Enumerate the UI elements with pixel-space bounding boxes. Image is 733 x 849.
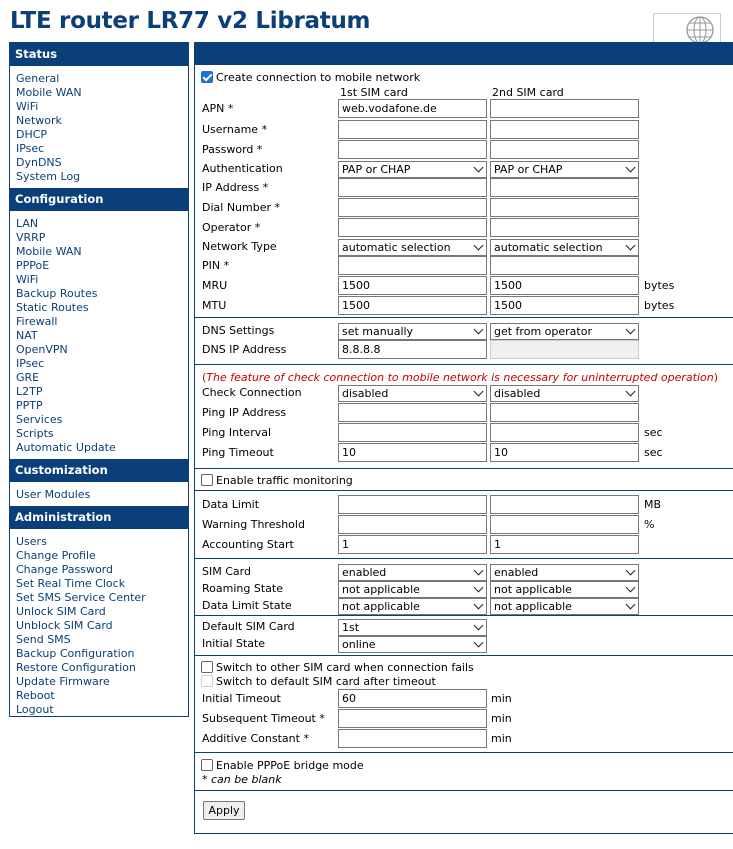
apn-input-sim1[interactable]: web.vodafone.de [338, 99, 487, 118]
mtu-label: MTU [202, 299, 227, 312]
chevron-down-icon [474, 638, 484, 648]
mru-input-sim2[interactable]: 1500 [490, 276, 639, 295]
username-input-sim2[interactable] [490, 120, 639, 139]
initial-timeout-label: Initial Timeout [202, 692, 281, 705]
row-additive-constant [195, 729, 733, 749]
sidebar-heading-status: Status [10, 43, 188, 66]
ping-ip-input-sim2[interactable] [490, 403, 639, 422]
chevron-down-icon [626, 387, 636, 397]
row-ping-interval [195, 423, 733, 443]
section-pppoe [195, 753, 733, 791]
row-network-type [195, 238, 733, 258]
warning-threshold-label: Warning Threshold [202, 518, 305, 531]
col-header-sim2: 2nd SIM card [492, 86, 564, 99]
sidebar-item-change-profile[interactable]: Change Profile [16, 549, 96, 562]
network-type-select-sim1[interactable]: automatic selection [338, 239, 487, 256]
sidebar-item-logout[interactable]: Logout [16, 703, 54, 716]
authentication-select-sim1[interactable]: PAP or CHAP [338, 161, 487, 178]
section-apply [195, 791, 733, 831]
section-dns [195, 318, 733, 365]
sidebar-item-backup-routes[interactable]: Backup Routes [16, 287, 98, 300]
section-connection [195, 65, 733, 318]
row-data-limit-state [195, 597, 733, 617]
row-initial-timeout [195, 689, 733, 709]
additive-constant-unit: min [491, 732, 512, 745]
pin-label: PIN * [202, 259, 230, 272]
dns-settings-select-sim2[interactable]: get from operator [490, 323, 639, 340]
row-operator [195, 218, 733, 238]
section-check-connection [195, 365, 733, 469]
mtu-unit: bytes [644, 299, 675, 312]
mru-label: MRU [202, 279, 228, 292]
sidebar-item-reboot[interactable]: Reboot [16, 689, 55, 702]
mtu-input-sim1[interactable]: 1500 [338, 296, 487, 315]
row-accounting-start [195, 535, 733, 555]
sidebar-item-set-real-time-clock[interactable]: Set Real Time Clock [16, 577, 126, 590]
check-connection-select-sim1[interactable]: disabled [338, 385, 487, 402]
network-type-select-sim2[interactable]: automatic selection [490, 239, 639, 256]
warning-threshold-unit: % [644, 518, 655, 531]
sidebar-item-wifi[interactable]: WiFi [16, 273, 39, 286]
row-mtu [195, 296, 733, 316]
dns-ip-input-sim1[interactable]: 8.8.8.8 [338, 340, 487, 359]
row-ping-timeout [195, 443, 733, 463]
row-pin [195, 256, 733, 276]
dial-number-label: Dial Number * [202, 201, 281, 214]
sidebar-item-unlock-sim-card[interactable]: Unlock SIM Card [16, 605, 106, 618]
data-limit-input-sim1[interactable] [338, 495, 487, 514]
chevron-down-icon [474, 621, 484, 631]
sidebar-item-restore-configuration[interactable]: Restore Configuration [16, 661, 136, 674]
switch-other-sim-checkbox[interactable] [201, 661, 213, 673]
data-limit-state-select-sim1[interactable]: not applicable [338, 598, 487, 615]
row-ping-ip [195, 403, 733, 423]
operator-input-sim1[interactable] [338, 218, 487, 237]
additive-constant-label: Additive Constant * [202, 732, 309, 745]
row-apn [195, 99, 733, 119]
create-connection-checkbox[interactable] [201, 71, 213, 83]
sidebar-item-network[interactable]: Network [16, 114, 62, 127]
initial-timeout-unit: min [491, 692, 512, 705]
chevron-down-icon [474, 325, 484, 335]
ping-interval-label: Ping Interval [202, 426, 272, 439]
sidebar-item-mobile-wan[interactable]: Mobile WAN [16, 245, 82, 258]
mtu-input-sim2[interactable]: 1500 [490, 296, 639, 315]
roaming-state-select-sim1[interactable]: not applicable [338, 581, 487, 598]
row-username [195, 120, 733, 140]
sidebar-item-lan[interactable]: LAN [16, 217, 39, 230]
ping-ip-label: Ping IP Address [202, 406, 287, 419]
chevron-down-icon [626, 600, 636, 610]
ip-address-input-sim1[interactable] [338, 178, 487, 197]
initial-timeout-input[interactable]: 60 [338, 689, 487, 708]
password-input-sim2[interactable] [490, 140, 639, 159]
sidebar-item-send-sms[interactable]: Send SMS [16, 633, 71, 646]
accounting-start-label: Accounting Start [202, 538, 294, 551]
row-check-connection [195, 384, 733, 404]
sidebar-item-firewall[interactable]: Firewall [16, 315, 58, 328]
chevron-down-icon [474, 241, 484, 251]
sidebar-item-dyndns[interactable]: DynDNS [16, 156, 62, 169]
sidebar-item-ipsec[interactable]: IPsec [16, 142, 45, 155]
ip-address-label: IP Address * [202, 181, 269, 194]
accounting-start-input-sim2[interactable]: 1 [490, 535, 639, 554]
initial-state-label: Initial State [202, 637, 266, 650]
sidebar-item-gre[interactable]: GRE [16, 371, 40, 384]
subsequent-timeout-unit: min [491, 712, 512, 725]
mru-unit: bytes [644, 279, 675, 292]
ping-interval-input-sim1[interactable] [338, 423, 487, 442]
sidebar-item-change-password[interactable]: Change Password [16, 563, 113, 576]
row-initial-state [195, 635, 733, 655]
chevron-down-icon [626, 241, 636, 251]
sim-card-select-sim1[interactable]: enabled [338, 564, 487, 581]
sidebar-item-dhcp[interactable]: DHCP [16, 128, 48, 141]
chevron-down-icon [626, 566, 636, 576]
col-header-sim1: 1st SIM card [340, 86, 408, 99]
dns-ip-label: DNS IP Address [202, 343, 287, 356]
chevron-down-icon [474, 566, 484, 576]
warning-threshold-input-sim2[interactable] [490, 515, 639, 534]
data-limit-label: Data Limit [202, 498, 260, 511]
sidebar-item-set-sms-service-center[interactable]: Set SMS Service Center [16, 591, 146, 604]
dial-number-input-sim2[interactable] [490, 198, 639, 217]
sidebar-item-services[interactable]: Services [16, 413, 63, 426]
main-header-bar [195, 43, 733, 65]
network-type-label: Network Type [202, 240, 277, 253]
warning-threshold-input-sim1[interactable] [338, 515, 487, 534]
apn-input-sim2[interactable] [490, 99, 639, 118]
accounting-start-input-sim1[interactable]: 1 [338, 535, 487, 554]
section-sim-switching [195, 656, 733, 753]
data-limit-input-sim2[interactable] [490, 495, 639, 514]
sidebar-item-pppoe[interactable]: PPPoE [16, 259, 50, 272]
row-dns-settings [195, 322, 733, 342]
operator-input-sim2[interactable] [490, 218, 639, 237]
chevron-down-icon [474, 600, 484, 610]
row-dns-ip [195, 340, 733, 360]
dns-ip-input-sim2 [490, 340, 639, 359]
username-label: Username * [202, 123, 268, 136]
section-data-limit [195, 491, 733, 559]
pin-input-sim1[interactable] [338, 256, 487, 275]
sidebar-item-scripts[interactable]: Scripts [16, 427, 54, 440]
row-warning-threshold [195, 515, 733, 535]
username-input-sim1[interactable] [338, 120, 487, 139]
traffic-monitoring-label: Enable traffic monitoring [216, 474, 353, 487]
check-connection-select-sim2[interactable]: disabled [490, 385, 639, 402]
sidebar-item-user-modules[interactable]: User Modules [16, 488, 91, 501]
check-connection-label: Check Connection [202, 386, 302, 399]
subsequent-timeout-input[interactable] [338, 709, 487, 728]
sidebar-heading-configuration: Configuration [10, 188, 188, 211]
authentication-select-sim2[interactable]: PAP or CHAP [490, 161, 639, 178]
sim-card-label: SIM Card [202, 565, 251, 578]
sidebar-item-system-log[interactable]: System Log [16, 170, 81, 183]
roaming-state-label: Roaming State [202, 582, 283, 595]
chevron-down-icon [626, 583, 636, 593]
sidebar-item-vrrp[interactable]: VRRP [16, 231, 46, 244]
traffic-monitoring-checkbox[interactable] [201, 474, 213, 486]
chevron-down-icon [474, 387, 484, 397]
chevron-down-icon [626, 163, 636, 173]
authentication-label: Authentication [202, 162, 283, 175]
data-limit-state-label: Data Limit State [202, 599, 292, 612]
sidebar-item-mobile-wan[interactable]: Mobile WAN [16, 86, 82, 99]
sidebar-heading-administration: Administration [10, 506, 188, 529]
sidebar-item-unblock-sim-card[interactable]: Unblock SIM Card [16, 619, 113, 632]
section-sim-card [195, 559, 733, 616]
check-connection-note: (The feature of check connection to mobile network is necessary for uninterrupted operation) [202, 371, 719, 384]
switch-default-sim-label: Switch to default SIM card after timeout [216, 675, 436, 688]
operator-label: Operator * [202, 221, 261, 234]
sidebar-item-static-routes[interactable]: Static Routes [16, 301, 89, 314]
data-limit-state-select-sim2[interactable]: not applicable [490, 598, 639, 615]
sim-card-select-sim2[interactable]: enabled [490, 564, 639, 581]
sidebar-item-openvpn[interactable]: OpenVPN [16, 343, 68, 356]
pppoe-bridge-label: Enable PPPoE bridge mode [216, 759, 364, 772]
sidebar [9, 42, 189, 717]
additive-constant-input[interactable] [338, 729, 487, 748]
default-sim-select[interactable]: 1st [338, 619, 487, 636]
ip-address-input-sim2[interactable] [490, 178, 639, 197]
section-traffic-monitoring [195, 469, 733, 491]
sidebar-heading-customization: Customization [10, 459, 188, 482]
sidebar-item-users[interactable]: Users [16, 535, 47, 548]
ping-timeout-input-sim1[interactable]: 10 [338, 443, 487, 462]
password-label: Password * [202, 143, 263, 156]
default-sim-label: Default SIM Card [202, 620, 295, 633]
mru-input-sim1[interactable]: 1500 [338, 276, 487, 295]
ping-timeout-input-sim2[interactable]: 10 [490, 443, 639, 462]
chevron-down-icon [626, 325, 636, 335]
roaming-state-select-sim2[interactable]: not applicable [490, 581, 639, 598]
main-panel [194, 42, 733, 834]
row-mru [195, 276, 733, 296]
initial-state-select[interactable]: online [338, 636, 487, 653]
sidebar-item-general[interactable]: General [16, 72, 60, 85]
sidebar-item-ipsec[interactable]: IPsec [16, 357, 45, 370]
page-title: LTE router LR77 v2 Libratum [10, 8, 371, 34]
sidebar-item-l2tp[interactable]: L2TP [16, 385, 43, 398]
blank-note: * can be blank [202, 773, 282, 786]
pppoe-bridge-checkbox[interactable] [201, 759, 213, 771]
chevron-down-icon [474, 163, 484, 173]
sidebar-item-update-firmware[interactable]: Update Firmware [16, 675, 110, 688]
create-connection-label: Create connection to mobile network [216, 71, 421, 84]
row-data-limit [195, 495, 733, 515]
sidebar-item-wifi[interactable]: WiFi [16, 100, 39, 113]
ping-ip-input-sim1[interactable] [338, 403, 487, 422]
subsequent-timeout-label: Subsequent Timeout * [202, 712, 325, 725]
row-ip-address [195, 178, 733, 198]
row-authentication [195, 160, 733, 180]
row-subsequent-timeout [195, 709, 733, 729]
chevron-down-icon [474, 583, 484, 593]
apn-label: APN * [202, 102, 234, 115]
section-default-sim [195, 616, 733, 656]
apply-button[interactable]: Apply [203, 801, 245, 820]
sidebar-item-nat[interactable]: NAT [16, 329, 38, 342]
row-dial-number [195, 198, 733, 218]
ping-interval-unit: sec [644, 426, 663, 439]
switch-default-sim-checkbox [201, 675, 213, 687]
dns-settings-select-sim1[interactable]: set manually [338, 323, 487, 340]
dns-settings-label: DNS Settings [202, 324, 275, 337]
data-limit-unit: MB [644, 498, 662, 511]
row-password [195, 140, 733, 160]
sidebar-item-pptp[interactable]: PPTP [16, 399, 43, 412]
ping-interval-input-sim2[interactable] [490, 423, 639, 442]
ping-timeout-unit: sec [644, 446, 663, 459]
ping-timeout-label: Ping Timeout [202, 446, 274, 459]
dial-number-input-sim1[interactable] [338, 198, 487, 217]
sidebar-item-backup-configuration[interactable]: Backup Configuration [16, 647, 135, 660]
pin-input-sim2[interactable] [490, 256, 639, 275]
sidebar-item-automatic-update[interactable]: Automatic Update [16, 441, 116, 454]
password-input-sim1[interactable] [338, 140, 487, 159]
switch-other-sim-label: Switch to other SIM card when connection fails [216, 661, 474, 674]
